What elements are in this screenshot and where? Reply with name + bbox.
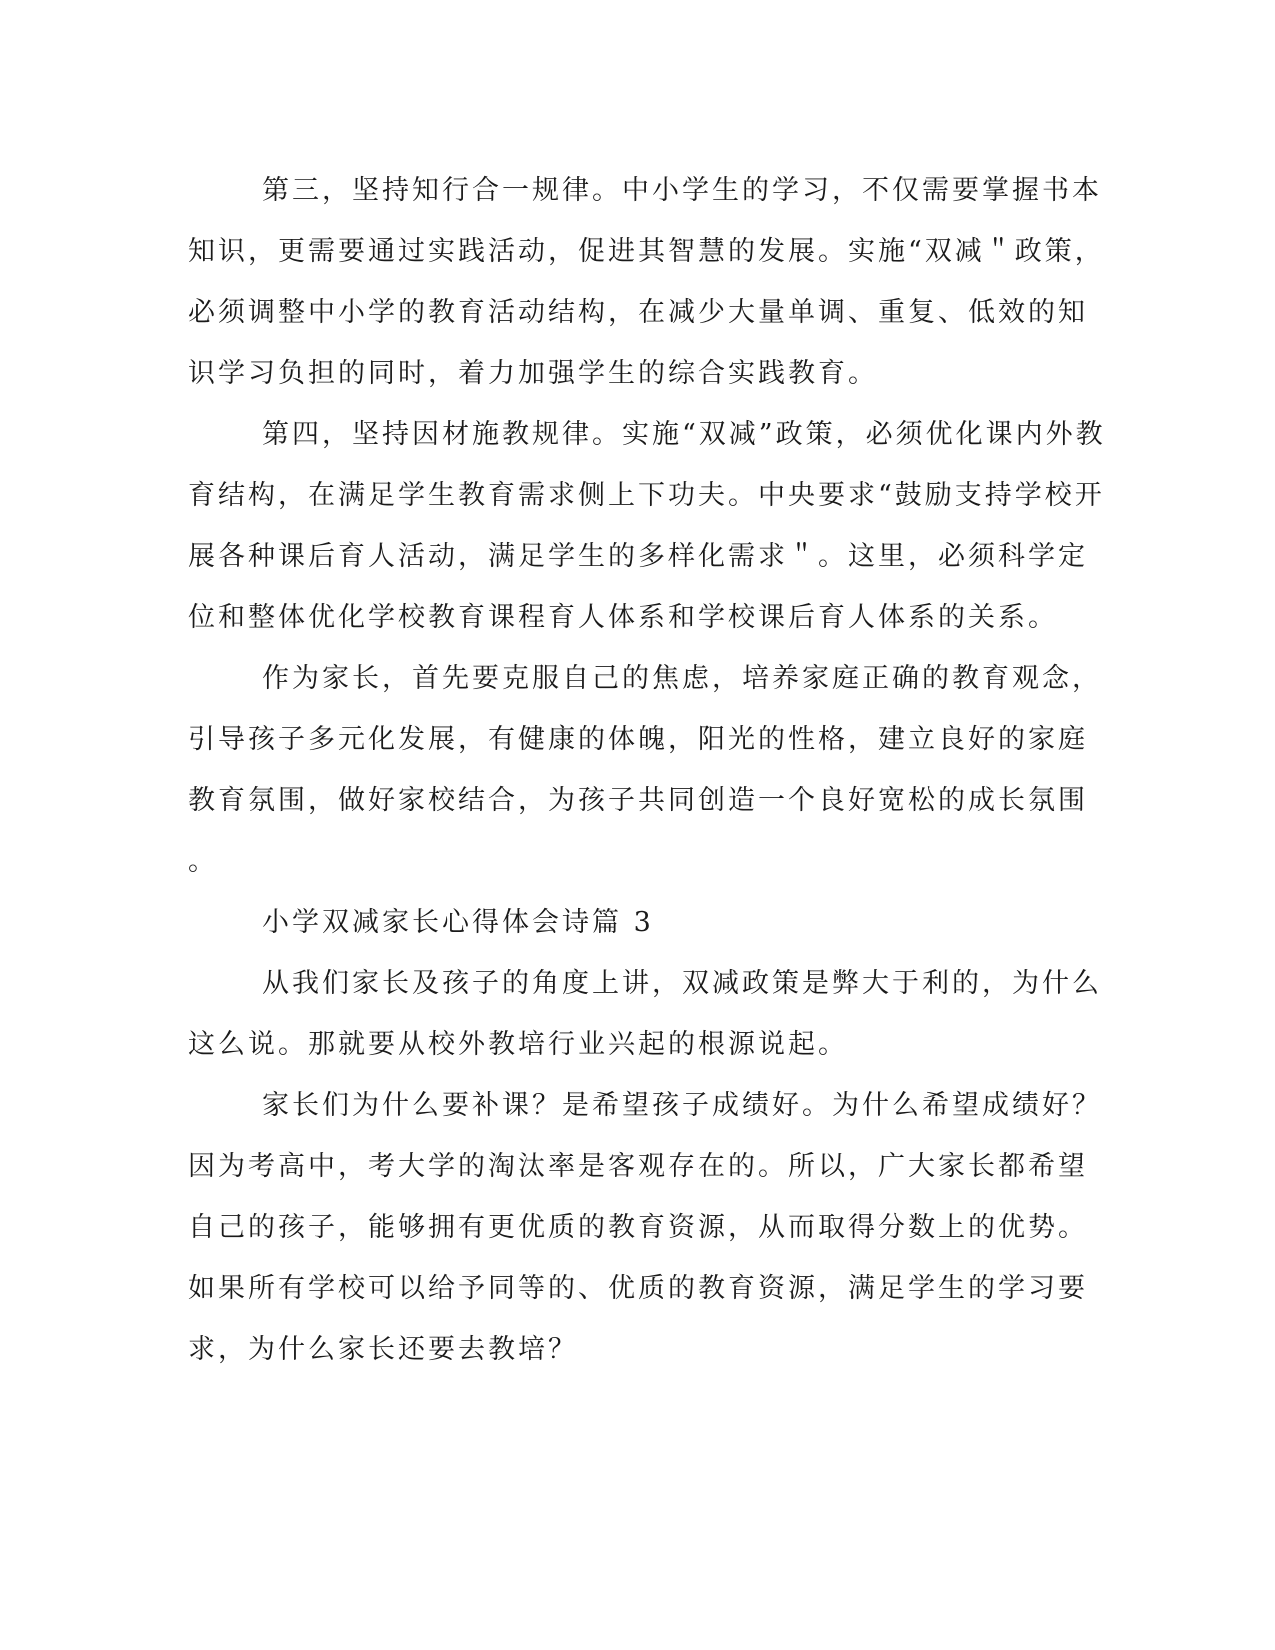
paragraph-3-line-4: 。 (188, 846, 218, 877)
paragraph-5-line-3: 自己的孩子，能够拥有更优质的教育资源，从而取得分数上的优势。 (188, 1212, 1088, 1243)
paragraph-5-line-5: 求，为什么家长还要去教培？ (188, 1334, 578, 1365)
paragraph-1-line-2: 知识，更需要通过实践活动，促进其智慧的发展。实施“双减＂政策， (188, 236, 1105, 267)
paragraph-3-line-3: 教育氛围，做好家校结合，为孩子共同创造一个良好宽松的成长氛围 (188, 785, 1088, 816)
paragraph-5-line-1: 家长们为什么要补课？是希望孩子成绩好。为什么希望成绩好？ (262, 1090, 1102, 1121)
paragraph-2-line-1: 第四，坚持因材施教规律。实施“双减”政策，必须优化课内外教 (262, 419, 1106, 450)
paragraph-5-line-4: 如果所有学校可以给予同等的、优质的教育资源，满足学生的学习要 (188, 1273, 1088, 1304)
paragraph-1-line-3: 必须调整中小学的教育活动结构，在减少大量单调、重复、低效的知 (188, 297, 1088, 328)
paragraph-3-line-2: 引导孩子多元化发展，有健康的体魄，阳光的性格，建立良好的家庭 (188, 724, 1088, 755)
paragraph-4-line-2: 这么说。那就要从校外教培行业兴起的根源说起。 (188, 1029, 848, 1060)
paragraph-3-line-1: 作为家长，首先要克服自己的焦虑，培养家庭正确的教育观念， (262, 663, 1102, 694)
paragraph-1-line-4: 识学习负担的同时，着力加强学生的综合实践教育。 (188, 358, 878, 389)
paragraph-2-line-2: 育结构，在满足学生教育需求侧上下功夫。中央要求“鼓励支持学校开 (188, 480, 1105, 511)
section-heading: 小学双减家长心得体会诗篇 3 (262, 907, 654, 938)
paragraph-1-line-1: 第三，坚持知行合一规律。中小学生的学习，不仅需要掌握书本 (262, 175, 1102, 206)
document-body (188, 160, 1106, 1380)
paragraph-4-line-1: 从我们家长及孩子的角度上讲，双减政策是弊大于利的，为什么 (262, 968, 1102, 999)
paragraph-5-line-2: 因为考高中，考大学的淘汰率是客观存在的。所以，广大家长都希望 (188, 1151, 1088, 1182)
paragraph-2-line-3: 展各种课后育人活动，满足学生的多样化需求＂。这里，必须科学定 (188, 541, 1088, 572)
paragraph-2-line-4: 位和整体优化学校教育课程育人体系和学校课后育人体系的关系。 (188, 602, 1058, 633)
